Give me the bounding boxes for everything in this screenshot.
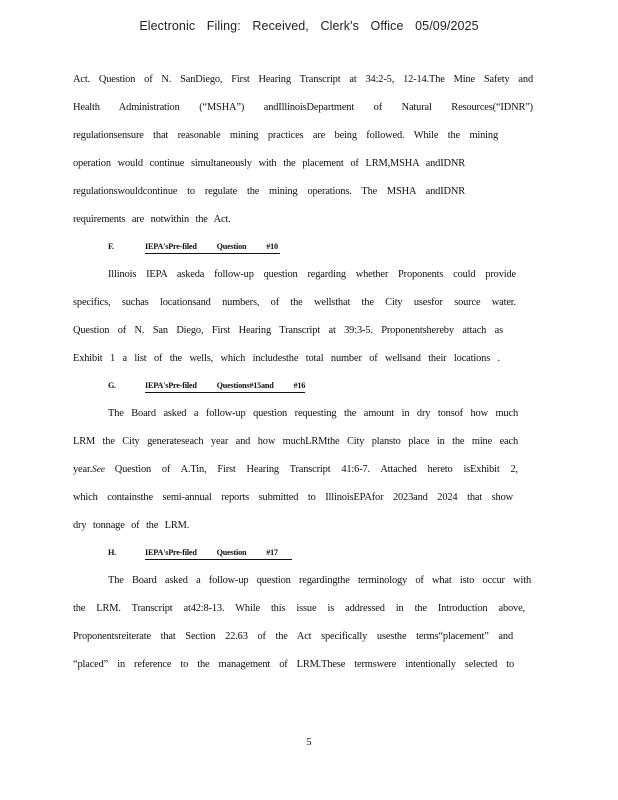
paragraph-line: “placed” in reference to the management of LRM.These termswere intentionally selected to	[73, 659, 514, 670]
heading-letter: F.	[108, 242, 114, 251]
paragraph-line: The Board asked a follow-up question regardingthe terminology of what isto occur with	[108, 575, 531, 586]
signal-word: See	[92, 465, 105, 475]
heading-title: IEPA'sPre-filed Questions#15and #16	[145, 380, 305, 393]
paragraph-line: dry tonnage of the LRM.	[73, 520, 190, 531]
heading-letter: G.	[108, 381, 117, 390]
line-start: year.	[73, 464, 93, 475]
paragraph-line: regulationswouldcontinue to regulate the mining operations. The MSHA andIDNR	[73, 186, 465, 197]
paragraph-line: Proponentsreiterate that Section 22.63 of the Act specifically usesthe terms“placement” and	[73, 631, 513, 642]
paragraph-line: Exhibit 1 a list of the wells, which includesthe total number of wellsand their locations .	[73, 353, 500, 364]
heading-letter: H.	[108, 548, 117, 557]
paragraph-line: Health Administration (“MSHA”) andIllinoisDepartment of Natural Resources(“IDNR”)	[73, 102, 533, 113]
paragraph-line: Question of N. San Diego, First Hearing Transcript at 39:3-5. Proponentshereby attach as	[73, 325, 503, 336]
paragraph-line: specifics, suchas locationsand numbers, of the wellsthat the City usesfor source water.	[73, 297, 516, 308]
heading-title: IEPA'sPre-filed Question #10	[145, 241, 280, 254]
filing-stamp-header: Electronic Filing: Received, Clerk's Office 05/09/2025	[139, 19, 479, 33]
page-number: 5	[306, 737, 312, 748]
paragraph-line: which containsthe semi-annual reports submitted to IllinoisEPAfor 2023and 2024 that show	[73, 492, 513, 503]
paragraph-line: Act. Question of N. SanDiego, First Hearing Transcript at 34:2-5, 12-14.The Mine Safety and	[73, 74, 533, 85]
paragraph-line: LRM the City generateseach year and how muchLRMthe City plansto place in the mine each	[73, 436, 518, 447]
line-rest: Question of A.Tin, First Hearing Transcript 41:6-7. Attached hereto isExhibit 2,	[114, 464, 518, 475]
paragraph-line: requirements are notwithin the Act.	[73, 214, 231, 225]
paragraph-line: operation would continue simultaneously with the placement of LRM,MSHA andIDNR	[73, 158, 465, 169]
paragraph-line: Illinois IEPA askeda follow-up question regarding whether Proponents could provide	[108, 269, 516, 280]
paragraph-line: The Board asked a follow-up question requesting the amount in dry tonsof how much	[108, 408, 518, 419]
heading-title: IEPA'sPre-filed Question #17	[145, 547, 292, 560]
paragraph-line	[73, 463, 518, 477]
paragraph-line: regulationsensure that reasonable mining practices are being followed. While the mining	[73, 130, 498, 141]
paragraph-line: the LRM. Transcript at42:8-13. While this issue is addressed in the Introduction above,	[73, 603, 525, 614]
